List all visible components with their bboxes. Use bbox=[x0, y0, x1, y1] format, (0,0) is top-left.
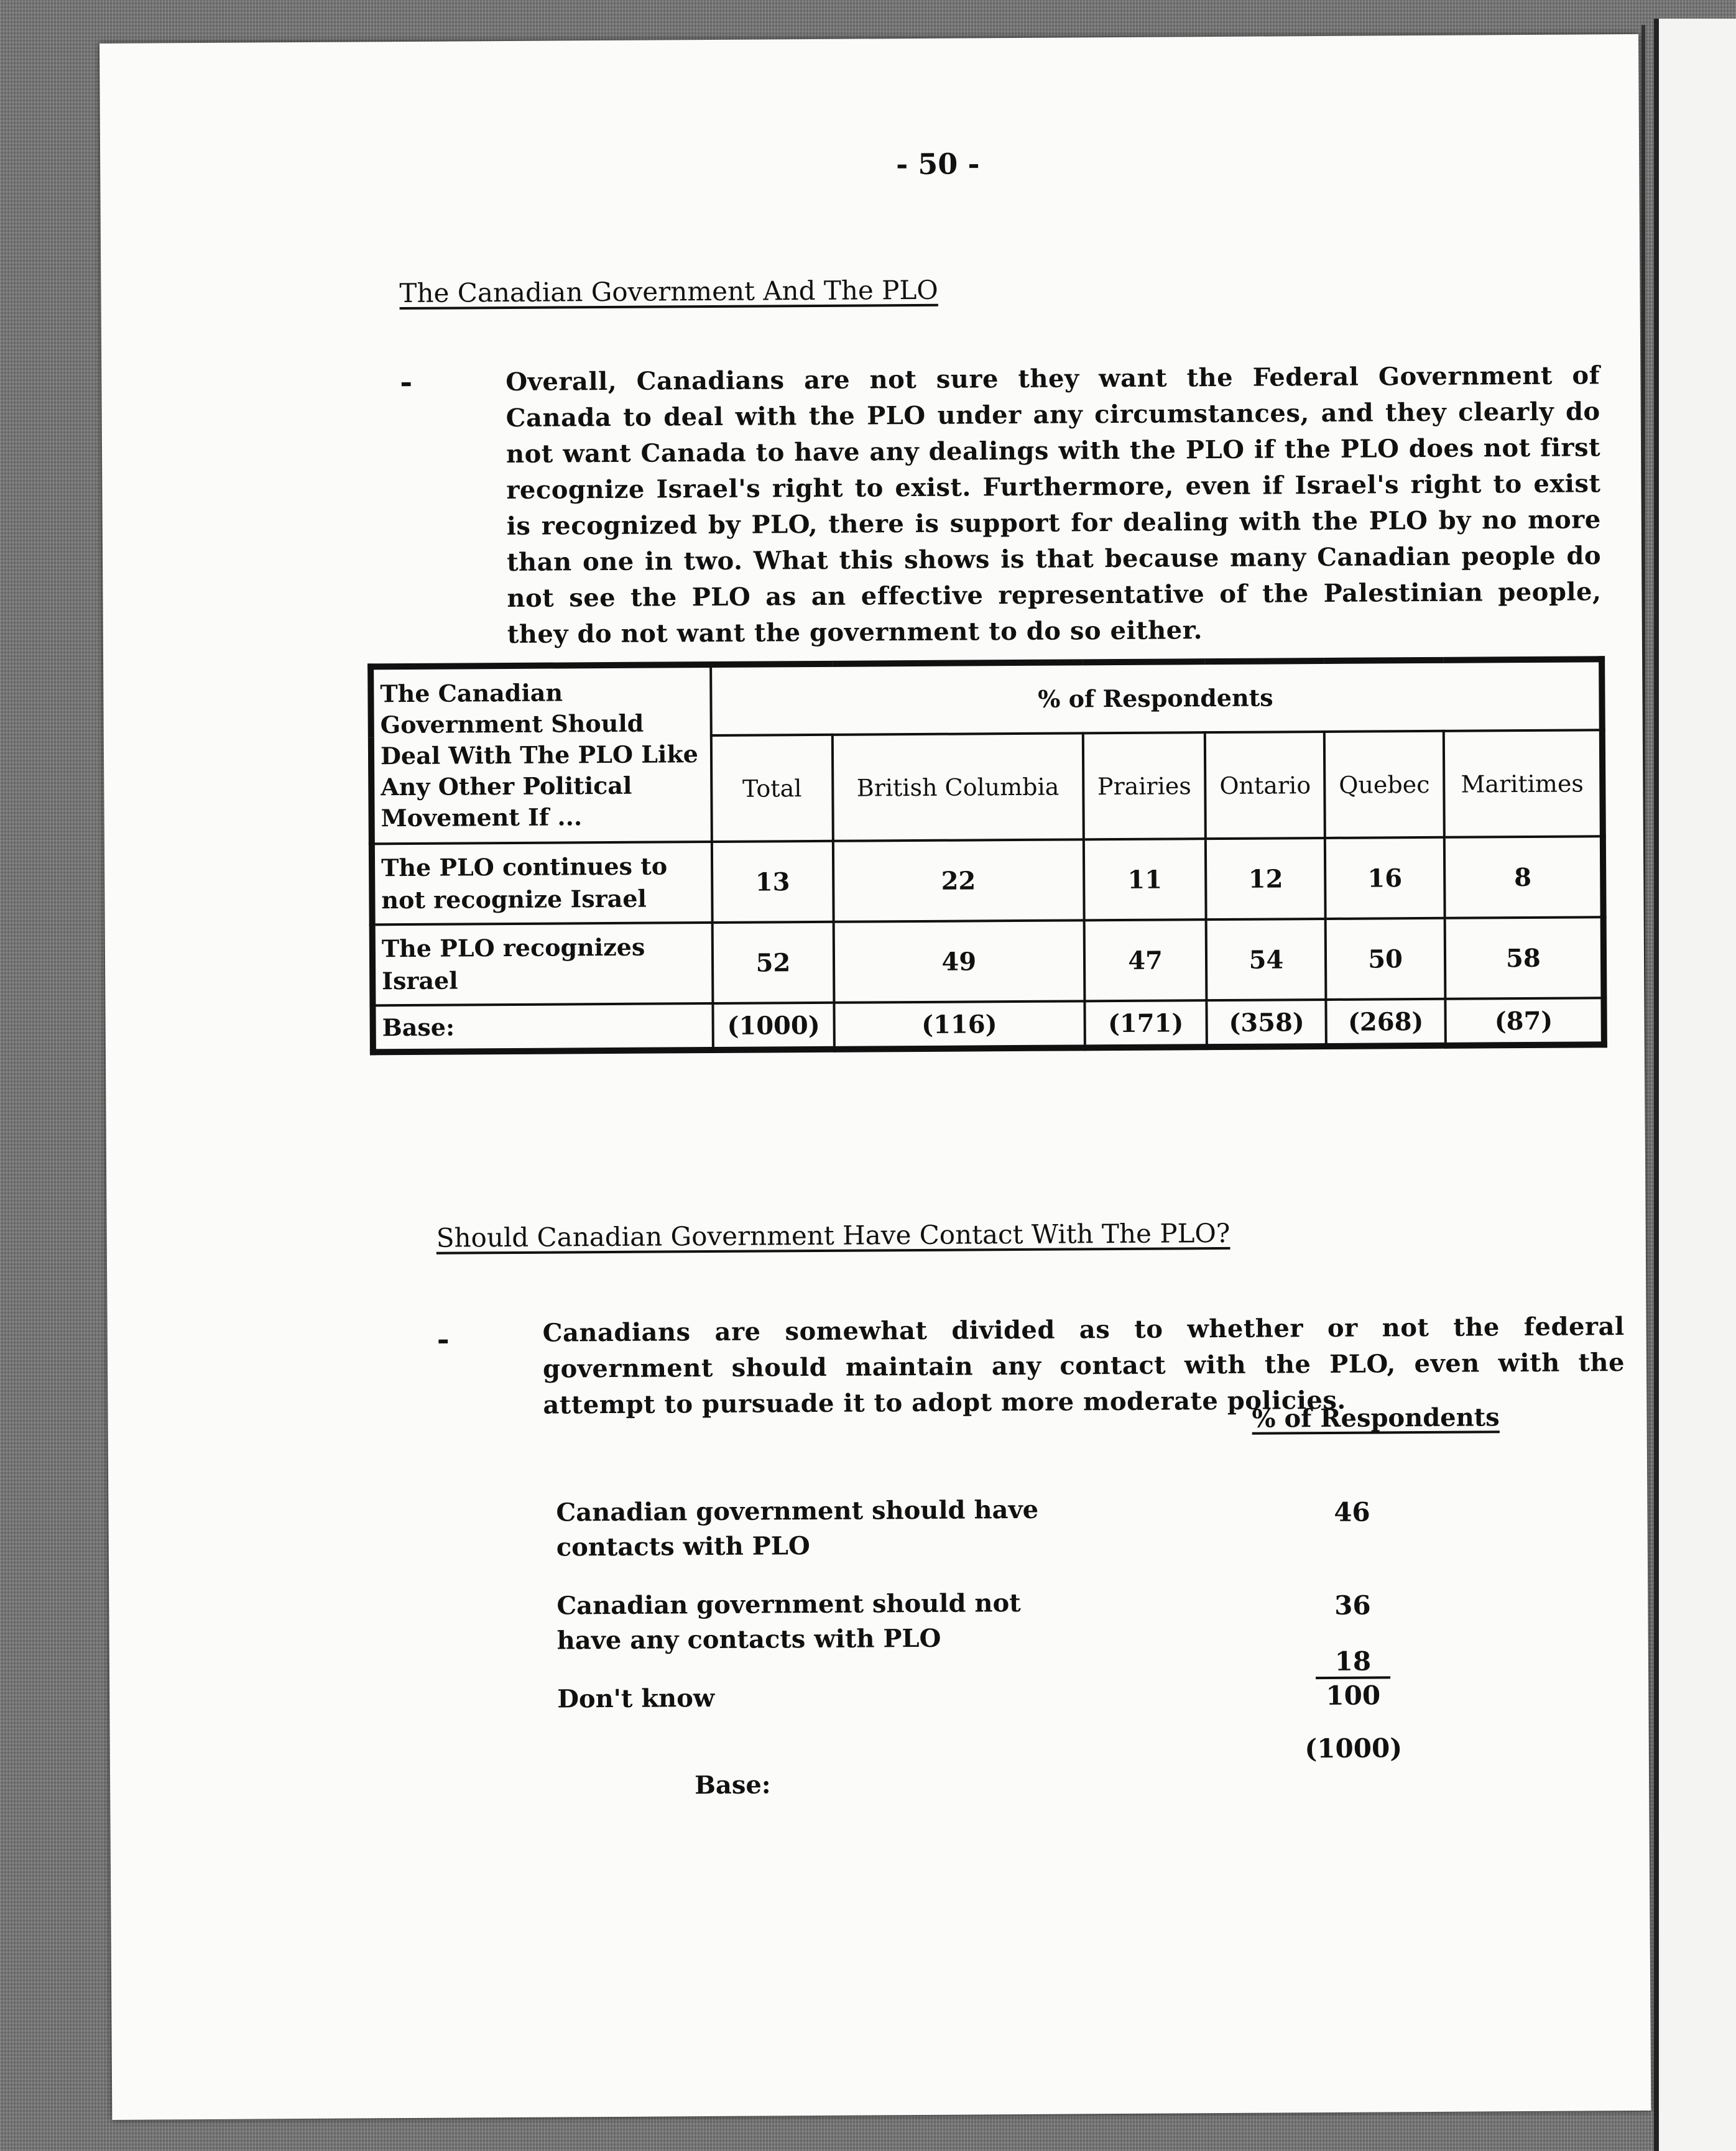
column-header-prairies: Prairies bbox=[1083, 732, 1206, 839]
cell-value: (171) bbox=[1084, 1000, 1207, 1048]
cell-value: 16 bbox=[1325, 837, 1444, 919]
cell-value: 8 bbox=[1444, 836, 1604, 918]
table-row bbox=[372, 917, 1604, 1005]
table-row bbox=[372, 998, 1604, 1052]
response-total: 100 bbox=[1326, 1680, 1381, 1711]
document-page bbox=[99, 34, 1651, 2120]
cell-value: 52 bbox=[713, 922, 834, 1003]
section-paragraph: Overall, Canadians are not sure they want the Federal Government of Canada to deal with the PLO under any circumstances, and they clearly do not want Canada to have any dealings with the PLO if the PLO does not first recognize Israel's right to exist. Furthermore, even if Israel's right to exist is recognized by PLO, there is support for dealing with the PLO by no more than one in two. What this shows is that because many Canadian people do not see the PLO as an effective representative of the Palestinian people, they do not want the government to do so either. bbox=[506, 361, 1602, 650]
base-label: Base: bbox=[694, 1770, 771, 1800]
cell-value: 58 bbox=[1444, 917, 1604, 999]
response-value: 36 bbox=[1334, 1590, 1371, 1621]
column-header-quebec: Quebec bbox=[1324, 731, 1444, 838]
bullet-dash: - bbox=[400, 364, 413, 400]
row-label-base: Base: bbox=[372, 1003, 713, 1052]
response-label-should-have: Canadian government should have contacts with PLO bbox=[556, 1495, 1039, 1562]
cell-value: (87) bbox=[1445, 998, 1604, 1046]
cell-value: 49 bbox=[833, 920, 1084, 1002]
cell-value: 12 bbox=[1206, 838, 1326, 919]
column-header-british-columbia: British Columbia bbox=[833, 733, 1084, 841]
respondents-table bbox=[367, 656, 1607, 1055]
response-value: 18 bbox=[1316, 1646, 1390, 1679]
response-label-should-not: Canadian government should not have any contacts with PLO bbox=[556, 1588, 1021, 1656]
percent-respondents-header: % of Respondents bbox=[1252, 1403, 1500, 1434]
cell-value: 54 bbox=[1206, 919, 1326, 1000]
section-heading-canadian-government-plo: The Canadian Government And The PLO bbox=[399, 274, 938, 309]
cell-value: (268) bbox=[1326, 999, 1446, 1046]
response-label-dont-know: Don't know bbox=[557, 1683, 715, 1714]
bullet-dash: - bbox=[436, 1322, 450, 1357]
adjacent-page-edge bbox=[1654, 19, 1736, 2151]
column-header-maritimes: Maritimes bbox=[1444, 730, 1603, 837]
table-row bbox=[372, 836, 1604, 924]
column-header-total: Total bbox=[711, 735, 833, 842]
table-group-header: % of Respondents bbox=[711, 659, 1602, 735]
cell-value: (1000) bbox=[713, 1003, 834, 1050]
cell-value: 13 bbox=[712, 841, 834, 923]
base-value: (1000) bbox=[1304, 1733, 1403, 1764]
page-number: - 50 - bbox=[896, 147, 980, 182]
cell-value: 11 bbox=[1083, 839, 1206, 920]
cell-value: 22 bbox=[833, 839, 1084, 921]
row-label-not-recognize: The PLO continues to not recognize Israel bbox=[372, 842, 713, 924]
column-header-ontario: Ontario bbox=[1205, 732, 1325, 839]
cell-value: 50 bbox=[1326, 918, 1445, 1000]
table-row-header: The Canadian Government Should Deal With The PLO Like Any Other Political Movement If ... bbox=[371, 665, 712, 844]
row-label-recognizes: The PLO recognizes Israel bbox=[372, 923, 713, 1005]
cell-value: 47 bbox=[1084, 919, 1207, 1001]
cell-value: (358) bbox=[1207, 1000, 1326, 1047]
cell-value: (116) bbox=[834, 1001, 1084, 1049]
section-heading-contact-with-plo: Should Canadian Government Have Contact With The PLO? bbox=[436, 1217, 1230, 1253]
response-value: 46 bbox=[1334, 1496, 1370, 1527]
section-paragraph: Canadians are somewhat divided as to whether or not the federal government should maintain any contact with the PLO, even with the attempt to pursuade it to adopt more moderate policies. bbox=[542, 1312, 1625, 1420]
